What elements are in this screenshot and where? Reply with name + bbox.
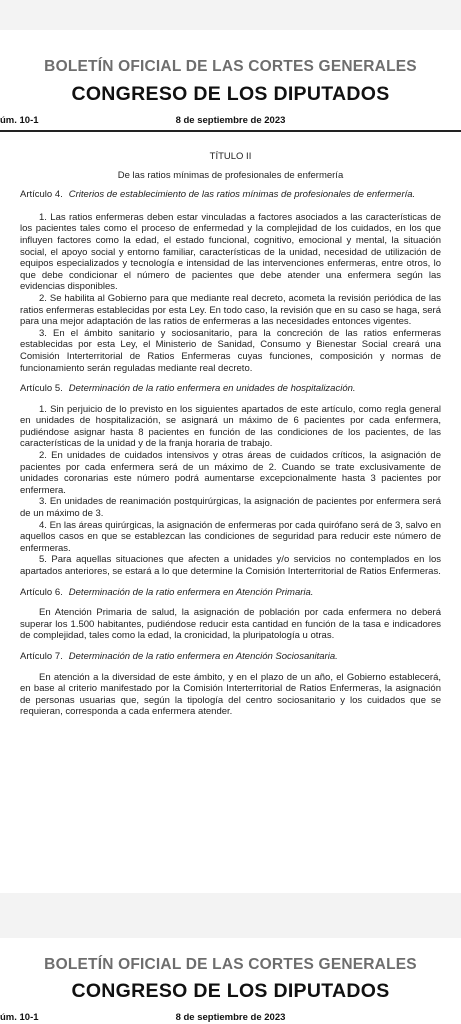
article-7-paragraph-1: En atención a la diversidad de este ámbito, y en el plazo de un año, el Gobierno establecerá, en base al criterio manifestado por la Comisión Interterritorial de Ratios Enfermeras, la asignación de personas usuarias que, según la tipología del centro sociosanitario y los cuidados que se requieran, corresponda a cada enfermera atender.: [20, 671, 441, 718]
article-5-heading: [20, 383, 441, 395]
issue-date: 8 de septiembre de 2023: [175, 115, 286, 126]
article-number: Artículo 4.: [20, 189, 63, 201]
publication-title: BOLETÍN OFICIAL DE LAS CORTES GENERALES: [44, 956, 417, 973]
issue-date: 8 de septiembre de 2023: [175, 1012, 286, 1023]
article-number: Artículo 5.: [20, 383, 63, 395]
article-7-heading: [20, 651, 441, 663]
article-5-paragraph-1: 1. Sin perjuicio de lo previsto en los siguientes apartados de este artículo, como regla general en unidades de hospitalización, se asignará un máximo de 6 pacientes por cada enfermera, pudiéndose asignar hasta 8 pacientes en función de las condiciones de los pacientes, de las características de la unidad y de la franja horaria de trabajo.: [20, 403, 441, 450]
page-header-top: [0, 0, 461, 140]
page-gap-bottom: [0, 893, 461, 938]
article-4-paragraph-2: 2. Se habilita al Gobierno para que mediante real decreto, acometa la revisión periódica de las ratios enfermeras establecidas por esta Ley. En todo caso, la revisión que en su caso se haga, será para una mejor adaptación de las ratios de enfermeras a las necesidades entonces vigentes.: [20, 292, 441, 328]
article-4-paragraph-1: 1. Las ratios enfermeras deben estar vinculadas a factores asociados a las características de los pacientes tales como el proceso de enfermedad y la complejidad de los cuidados, en los que influyen factores como la edad, el estado funcional, cognitivo, emocional y mental, la situación social, el apoyo social y entorno familiar, características de la unidad, necesidad de utilización de equipos especializados y tecnología e intensidad de las intervenciones enfermeras, entre otros, lo que debe condicionar el número de pacientes que debe atender una enfermera según las evidencias disponibles.: [20, 211, 441, 293]
article-number: Artículo 7.: [20, 650, 63, 662]
article-5-paragraph-3: 3. En unidades de reanimación postquirúrgicas, la asignación de pacientes por enfermera será de un máximo de 3.: [20, 496, 441, 520]
chamber-title: CONGRESO DE LOS DIPUTADOS: [71, 980, 390, 1002]
publication-title: BOLETÍN OFICIAL DE LAS CORTES GENERALES: [44, 58, 417, 75]
title-heading: TÍTULO II: [209, 151, 252, 162]
chamber-title: CONGRESO DE LOS DIPUTADOS: [71, 83, 390, 105]
header-rule: [0, 130, 461, 132]
article-4-heading: [20, 189, 441, 201]
article-number: Artículo 6.: [20, 586, 63, 598]
article-5-paragraph-2: 2. En unidades de cuidados intensivos y otras áreas de cuidados críticos, la asignación de pacientes por cada enfermera será de un máximo de 2. Cuando se trate exclusivamente de unidades coronarias este número podrá aumentarse excepcionalmente hasta 3 pacientes por enfermera.: [20, 450, 441, 496]
article-6-heading: [20, 587, 441, 599]
article-4-paragraph-3: 3. En el ámbito sanitario y sociosanitario, para la concreción de las ratios enfermeras establecidas por esta Ley, el Ministerio de Sanidad, Consumo y Bienestar Social creará una Comisión Interterritorial de Ratios Enfermeras cuyas funciones, composición y normas de funcionamiento serán reguladas mediante real decreto.: [20, 327, 441, 374]
article-6-paragraph-1: En Atención Primaria de salud, la asignación de población por cada enfermera no deberá superar los 1.500 habitantes, pudiéndose reducir esta cantidad en función de la tasa e indicadores de complejidad, tales como la edad, la cronicidad, la pluripatología u otras.: [20, 607, 441, 642]
article-title: Determinación de la ratio enfermera en Atención Primaria.: [68, 586, 314, 598]
page-header-bottom: [0, 938, 461, 1024]
issue-number: úm. 10-1: [0, 1012, 39, 1023]
article-title: Criterios de establecimiento de las ratios mínimas de profesionales de enfermería.: [68, 189, 416, 201]
article-title: Determinación de la ratio enfermera en unidades de hospitalización.: [68, 383, 356, 395]
issue-number: úm. 10-1: [0, 115, 39, 126]
article-5-paragraph-4: 4. En las áreas quirúrgicas, la asignación de enfermeras por cada quirófano será de 3, salvo en aquellos casos en que se establezcan las condiciones de seguridad para reducir este número de enfermeras.: [20, 519, 441, 554]
article-title: Determinación de la ratio enfermera en Atención Sociosanitaria.: [68, 650, 338, 662]
page-content: [20, 151, 441, 718]
article-5-paragraph-5: 5. Para aquellas situaciones que afecten a unidades y/o servicios no contemplados en los apartados anteriores, se estará a lo que determine la Comisión Interterritorial de Ratios Enfermeras.: [20, 554, 441, 577]
title-subheading: De las ratios mínimas de profesionales de enfermería: [117, 169, 344, 181]
